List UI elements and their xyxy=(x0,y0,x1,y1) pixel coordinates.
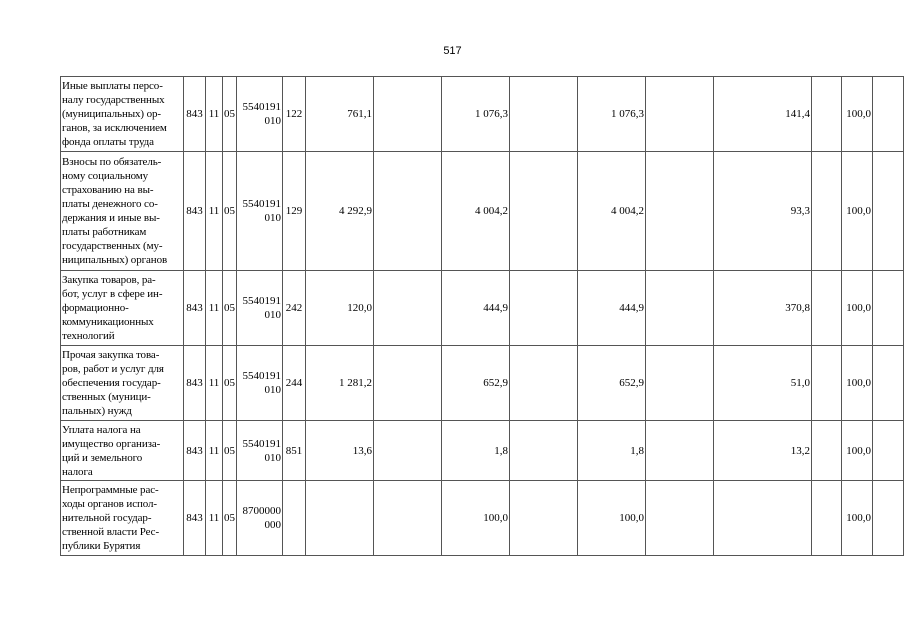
empty-cell xyxy=(812,346,842,421)
expense-name-line: Закупка товаров, ра- xyxy=(62,274,156,286)
table-row xyxy=(61,77,904,152)
amount-col-4: 370,8 xyxy=(714,271,812,346)
subsection-code: 05 xyxy=(223,346,237,421)
amount-col-2: 100,0 xyxy=(442,481,510,556)
expense-name-line: коммуникационных xyxy=(62,316,154,328)
expense-type-code: 242 xyxy=(283,271,306,346)
amount-col-1: 761,1 xyxy=(306,77,374,152)
target-article-code-part1: 5540191 xyxy=(242,198,281,210)
empty-cell xyxy=(812,421,842,481)
ministry-code: 843 xyxy=(184,421,206,481)
empty-cell xyxy=(374,346,442,421)
target-article-code xyxy=(237,271,283,346)
empty-cell xyxy=(646,271,714,346)
expense-name-line: Уплата налога на xyxy=(62,423,141,436)
table-row xyxy=(61,421,904,481)
ministry-code: 843 xyxy=(184,152,206,271)
target-article-code-part2: 000 xyxy=(264,519,281,531)
expense-name-line: налу государственных xyxy=(62,94,165,106)
amount-col-1 xyxy=(306,481,374,556)
ministry-code: 843 xyxy=(184,271,206,346)
empty-cell xyxy=(646,481,714,556)
expense-type-code: 122 xyxy=(283,77,306,152)
subsection-code: 05 xyxy=(223,271,237,346)
expense-name-line: ниципальных) органов xyxy=(62,254,168,266)
subsection-code: 05 xyxy=(223,481,237,556)
subsection-code: 05 xyxy=(223,77,237,152)
amount-col-5: 100,0 xyxy=(842,152,873,271)
expense-name-line: Прочая закупка това- xyxy=(62,349,160,361)
amount-col-3: 1,8 xyxy=(578,421,646,481)
amount-col-5: 100,0 xyxy=(842,421,873,481)
table-row xyxy=(61,346,904,421)
target-article-code xyxy=(237,481,283,556)
empty-cell xyxy=(812,77,842,152)
target-article-code xyxy=(237,152,283,271)
empty-cell xyxy=(812,152,842,271)
section-code: 11 xyxy=(206,77,223,152)
expense-name-line: ров, работ и услуг для xyxy=(62,363,164,375)
empty-cell xyxy=(374,77,442,152)
expense-name-line: имущество организа- xyxy=(62,437,161,450)
empty-cell xyxy=(510,346,578,421)
expense-name xyxy=(61,152,184,271)
expense-name-line: публики Бурятия xyxy=(62,540,141,552)
target-article-code-part1: 5540191 xyxy=(242,370,281,382)
target-article-code-part1: 5540191 xyxy=(242,295,281,307)
expense-name-line: ственной власти Рес- xyxy=(62,526,160,538)
amount-col-2: 1,8 xyxy=(442,421,510,481)
table-row xyxy=(61,152,904,271)
table-row xyxy=(61,481,904,556)
ministry-code: 843 xyxy=(184,77,206,152)
expense-name xyxy=(61,77,184,152)
empty-cell xyxy=(812,271,842,346)
expense-name-line: ганов, за исключением xyxy=(62,122,167,134)
empty-cell xyxy=(646,421,714,481)
expense-name xyxy=(61,346,184,421)
expense-name-line: Взносы по обязатель- xyxy=(62,156,162,168)
empty-cell xyxy=(873,346,904,421)
section-code: 11 xyxy=(206,152,223,271)
empty-cell xyxy=(646,346,714,421)
amount-col-5: 100,0 xyxy=(842,346,873,421)
empty-cell xyxy=(374,421,442,481)
amount-col-3: 652,9 xyxy=(578,346,646,421)
target-article-code-part1: 5540191 xyxy=(242,437,281,450)
empty-cell xyxy=(510,77,578,152)
expense-name-line: бот, услуг в сфере ин- xyxy=(62,288,163,300)
empty-cell xyxy=(873,421,904,481)
expense-name xyxy=(61,421,184,481)
expense-name-line: ходы органов испол- xyxy=(62,498,157,510)
empty-cell xyxy=(374,271,442,346)
expense-name-line: (муниципальных) ор- xyxy=(62,108,161,120)
empty-cell xyxy=(510,421,578,481)
target-article-code xyxy=(237,346,283,421)
expense-name-line: платы денежного со- xyxy=(62,198,158,210)
expense-name-line: технологий xyxy=(62,330,115,342)
target-article-code-part1: 5540191 xyxy=(242,101,281,113)
amount-col-2: 4 004,2 xyxy=(442,152,510,271)
empty-cell xyxy=(646,152,714,271)
amount-col-3: 4 004,2 xyxy=(578,152,646,271)
amount-col-2: 444,9 xyxy=(442,271,510,346)
page-number: 517 xyxy=(443,45,462,57)
section-code: 11 xyxy=(206,271,223,346)
expense-name-line: государственных (му- xyxy=(62,240,163,252)
expense-type-code: 129 xyxy=(283,152,306,271)
target-article-code xyxy=(237,421,283,481)
expense-name xyxy=(61,481,184,556)
empty-cell xyxy=(510,271,578,346)
empty-cell xyxy=(812,481,842,556)
expense-type-code: 244 xyxy=(283,346,306,421)
expense-name-line: нительной государ- xyxy=(62,512,152,524)
expense-name-line: ному социальному xyxy=(62,170,149,182)
amount-col-1: 120,0 xyxy=(306,271,374,346)
empty-cell xyxy=(374,152,442,271)
empty-cell xyxy=(873,271,904,346)
expense-name-line: пальных) нужд xyxy=(62,405,132,417)
empty-cell xyxy=(510,152,578,271)
target-article-code-part1: 8700000 xyxy=(242,505,281,517)
amount-col-3: 1 076,3 xyxy=(578,77,646,152)
amount-col-1: 13,6 xyxy=(306,421,374,481)
subsection-code: 05 xyxy=(223,421,237,481)
amount-col-1: 4 292,9 xyxy=(306,152,374,271)
empty-cell xyxy=(510,481,578,556)
expense-name-line: налога xyxy=(62,465,93,478)
amount-col-2: 652,9 xyxy=(442,346,510,421)
expense-name-line: ственных (муници- xyxy=(62,391,151,403)
budget-table xyxy=(60,76,904,556)
amount-col-3: 444,9 xyxy=(578,271,646,346)
expense-name-line: платы работникам xyxy=(62,226,147,238)
target-article-code xyxy=(237,77,283,152)
empty-cell xyxy=(873,481,904,556)
expense-name-line: ций и земельного xyxy=(62,451,143,464)
table-row xyxy=(61,271,904,346)
expense-name-line: обеспечения государ- xyxy=(62,377,161,389)
expense-name-line: держания и иные вы- xyxy=(62,212,160,224)
section-code: 11 xyxy=(206,346,223,421)
empty-cell xyxy=(873,77,904,152)
section-code: 11 xyxy=(206,421,223,481)
amount-col-4: 51,0 xyxy=(714,346,812,421)
target-article-code-part2: 010 xyxy=(264,451,281,464)
target-article-code-part2: 010 xyxy=(264,212,281,224)
empty-cell xyxy=(646,77,714,152)
amount-col-5: 100,0 xyxy=(842,481,873,556)
amount-col-5: 100,0 xyxy=(842,77,873,152)
amount-col-4 xyxy=(714,481,812,556)
target-article-code-part2: 010 xyxy=(264,115,281,127)
amount-col-3: 100,0 xyxy=(578,481,646,556)
expense-name-line: фонда оплаты труда xyxy=(62,136,154,148)
ministry-code: 843 xyxy=(184,481,206,556)
amount-col-2: 1 076,3 xyxy=(442,77,510,152)
expense-name xyxy=(61,271,184,346)
expense-name-line: Иные выплаты персо- xyxy=(62,80,163,92)
empty-cell xyxy=(374,481,442,556)
target-article-code-part2: 010 xyxy=(264,384,281,396)
expense-name-line: формационно- xyxy=(62,302,129,314)
expense-name-line: Непрограммные рас- xyxy=(62,484,159,496)
expense-type-code: 851 xyxy=(283,421,306,481)
target-article-code-part2: 010 xyxy=(264,309,281,321)
subsection-code: 05 xyxy=(223,152,237,271)
empty-cell xyxy=(873,152,904,271)
expense-type-code xyxy=(283,481,306,556)
amount-col-5: 100,0 xyxy=(842,271,873,346)
amount-col-4: 141,4 xyxy=(714,77,812,152)
ministry-code: 843 xyxy=(184,346,206,421)
section-code: 11 xyxy=(206,481,223,556)
amount-col-4: 13,2 xyxy=(714,421,812,481)
expense-name-line: страхованию на вы- xyxy=(62,184,154,196)
amount-col-1: 1 281,2 xyxy=(306,346,374,421)
amount-col-4: 93,3 xyxy=(714,152,812,271)
